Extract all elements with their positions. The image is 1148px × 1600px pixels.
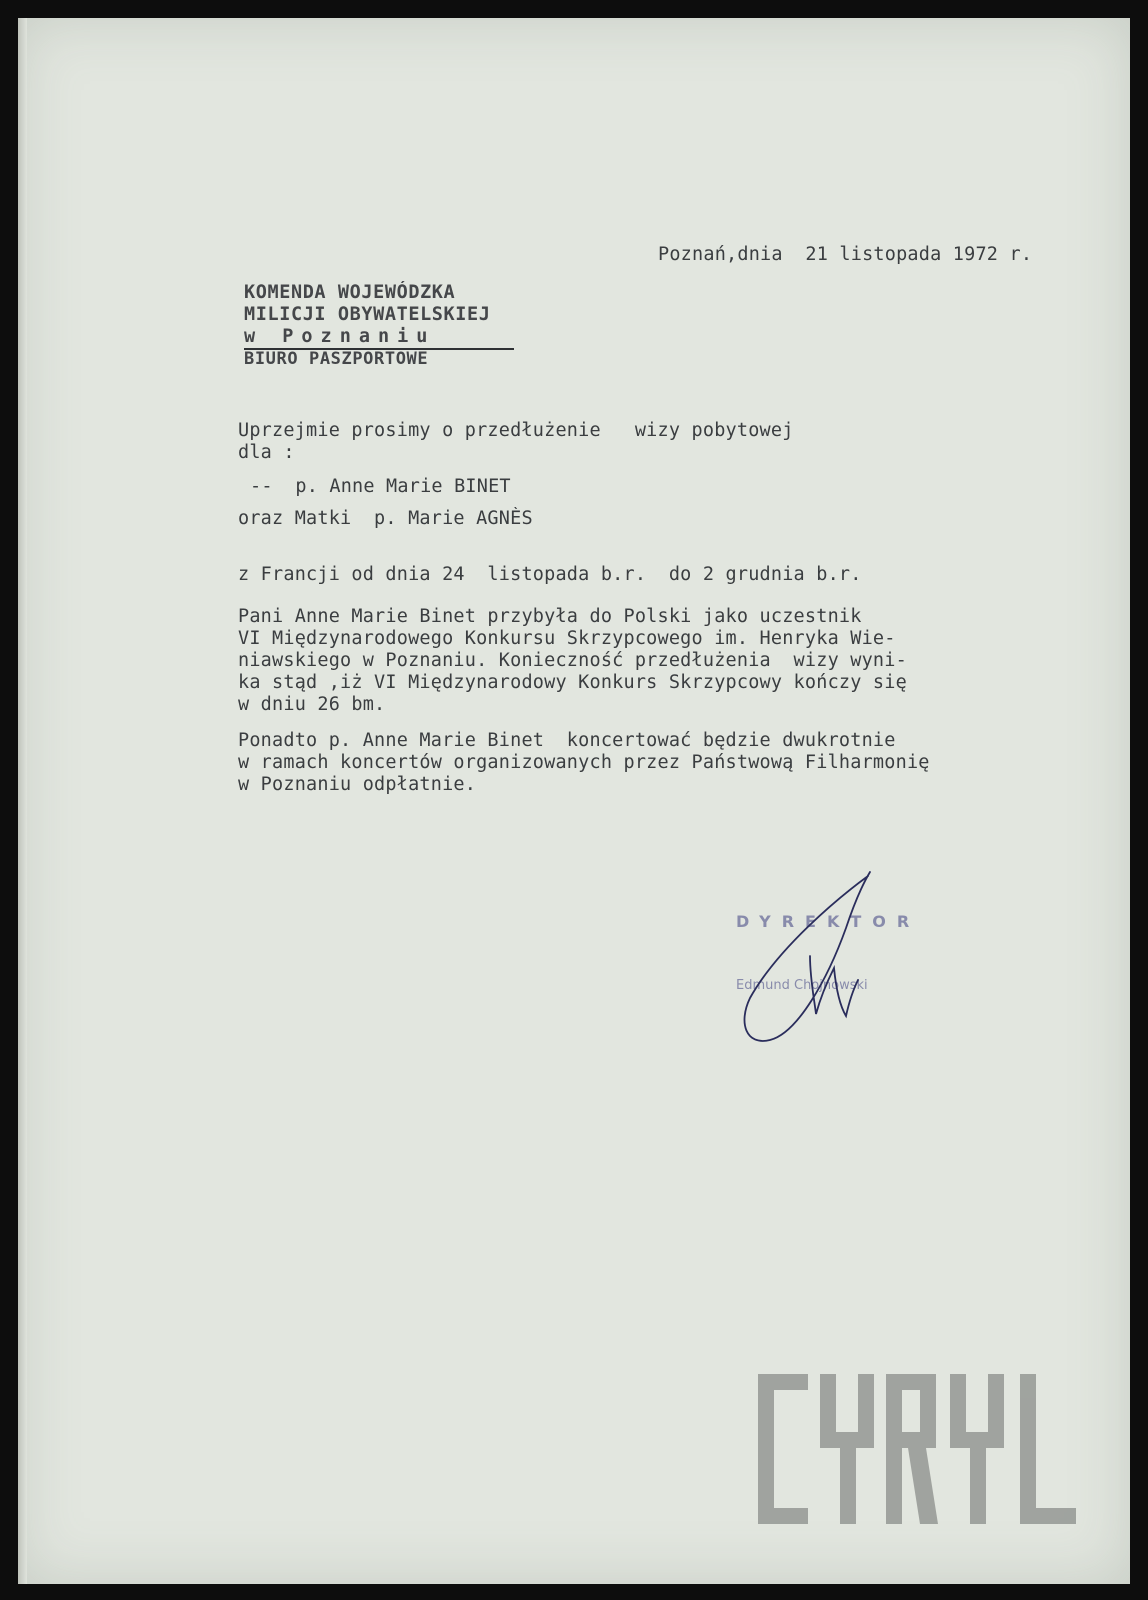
visa-period-line: z Francji od dnia 24 listopada b.r. do 2 grudnia b.r. <box>238 564 862 585</box>
paragraph-1-line: niawskiego w Poznaniu. Konieczność przedłużenia wizy wyni- <box>238 650 907 671</box>
paragraph-1-line: ka stąd ,iż VI Międzynarodowy Konkurs Skrzypcowy kończy się <box>238 672 907 693</box>
person-line-1: -- p. Anne Marie BINET <box>250 476 511 497</box>
page-edge-shadow <box>18 18 27 1584</box>
request-line-1: Uprzejmie prosimy o przedłużenie wizy pobytowej <box>238 420 794 441</box>
paragraph-2-line: Ponadto p. Anne Marie Binet koncertować będzie dwukrotnie <box>238 730 896 751</box>
addressee-line-1: KOMENDA WOJEWÓDZKA <box>244 282 456 303</box>
person-line-2: oraz Matki p. Marie AGNÈS <box>238 508 533 529</box>
paragraph-1-line: w dniu 26 bm. <box>238 694 386 715</box>
addressee-line-3: w Poznaniu <box>244 326 436 347</box>
paragraph-1-line: VI Międzynarodowego Konkursu Skrzypcowego im. Henryka Wie- <box>238 628 896 649</box>
addressee-line-4: BIURO PASZPORTOWE <box>244 349 429 369</box>
paragraph-2-line: w Poznaniu odpłatnie. <box>238 774 477 795</box>
stamp-name: Edmund Chojnowski <box>736 978 868 993</box>
handwritten-signature <box>718 858 921 1058</box>
date-line: Poznań,dnia 21 listopada 1972 r. <box>658 244 1033 265</box>
stamp-title: DYREKTOR <box>736 912 921 931</box>
cyryl-watermark-logo <box>758 1366 1098 1536</box>
paragraph-1-line: Pani Anne Marie Binet przybyła do Polski jako uczestnik <box>238 606 862 627</box>
addressee-line-2: MILICJI OBYWATELSKIEJ <box>244 304 491 325</box>
paragraph-2-line: w ramach koncertów organizowanych przez Państwową Filharmonię <box>238 752 930 773</box>
request-line-2: dla : <box>238 442 295 463</box>
document-page <box>18 18 1130 1584</box>
